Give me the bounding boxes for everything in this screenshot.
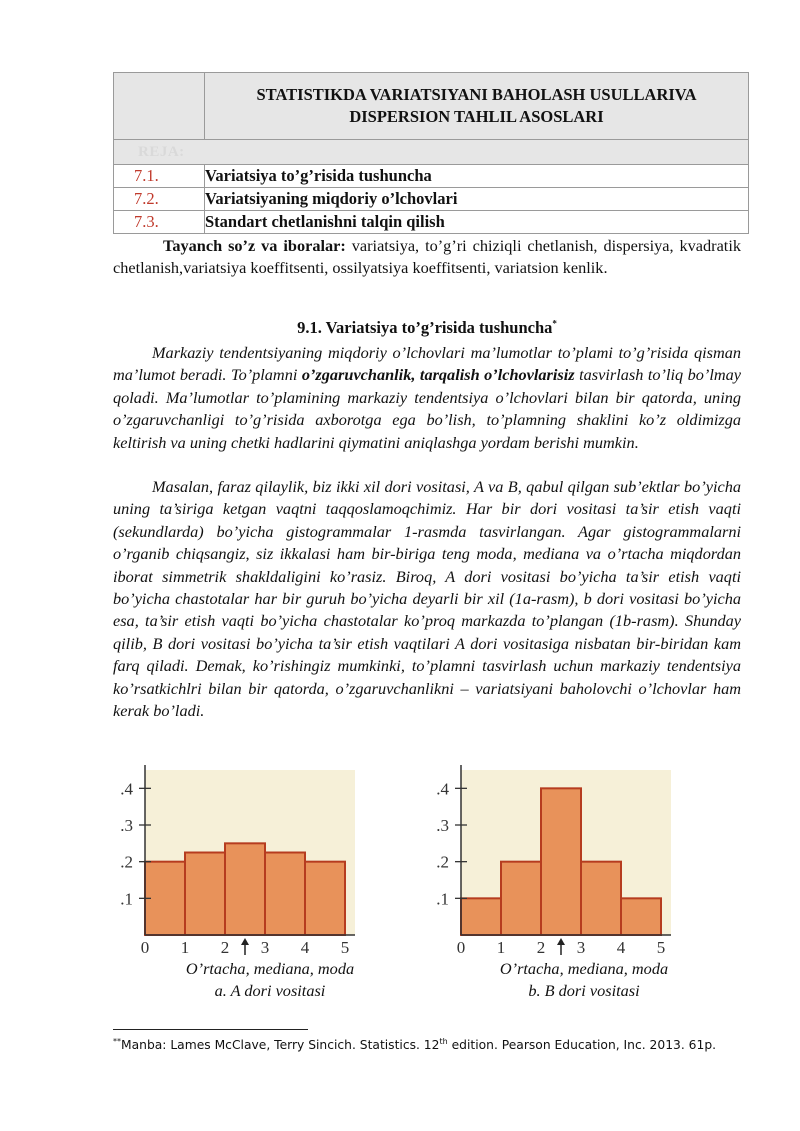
histogram-bar xyxy=(541,788,581,935)
footnote-text-b: edition. Pearson Education, Inc. 2013. 61p. xyxy=(447,1038,717,1053)
x-tick-label: 3 xyxy=(260,938,270,957)
histogram-bar xyxy=(225,843,265,935)
keywords-text: variatsiya, to’g’ri chiziqli chetlanish, dispersiya, kvadratik chetlanish,variatsiya koeffitsenti, ossilyatsiya koeffitsenti, variatsion kenlik. xyxy=(113,236,741,278)
footnote-sup: th xyxy=(439,1037,448,1046)
x-tick-label: 2 xyxy=(220,938,230,957)
section-footnote-mark: * xyxy=(552,318,557,329)
histogram-bar xyxy=(621,898,661,935)
plan-item xyxy=(114,211,749,234)
histogram-bar xyxy=(501,862,541,935)
x-tick-label: 4 xyxy=(616,938,626,957)
histogram-bar xyxy=(305,862,345,935)
histogram-bar xyxy=(461,898,501,935)
caption-a-line-1: O’rtacha, mediana, moda xyxy=(185,959,355,978)
plan-item-number: 7.2. xyxy=(114,188,205,211)
plan-item-text: Standart chetlanishni talqin qilish xyxy=(205,211,749,234)
paragraph-1-part-c: tasvirlash to’liq bo’lmay qoladi. Ma’lumotlar to’plamining markaziy tendentsiya o’lchovlari bilan bir qatorda, uning o’zgaruvchanligi to’g’risida axborotga ega bo’lish, to’plamning shaklini ko’z oldimizga keltirish va uning chetki hadlarini qiymatini aniqlashga yordam berishi mumkin. xyxy=(113,365,741,452)
paragraph-1-emphasis: o’zgaruvchanlik, tarqalish o’lchovlarisiz xyxy=(301,365,575,385)
y-tick-label: .3 xyxy=(436,816,449,835)
paragraph-2: Masalan, faraz qilaylik, biz ikki xil dori vositasi, A va B, qabul qilgan sub’ektlar bo’yicha uning ta’siriga ketgan vaqtni taqqoslamoqchimiz. Har bir dori vositasi ta’sir etish vaqti (sekundlarda) bo’yicha gistogrammalar 1-rasmda tasvirlangan. Agar gistogrammalarni o’rganib chiqsangiz, siz ikkalasi ham bir-biriga teng moda, mediana va o’rtacha miqdordan iborat simmetrik shakldaligini ko’rasiz. Biroq, A dori vositasi bo’yicha ta’sir etish vaqti bo’yicha chastotalar har bir guruh bo’yicha deyarli bir xil (1a-rasm), b dori vositasi bo’yicha esa, ta’sir etish vaqti bo’yicha chastotalar ko’proq markazda to’plangan (1b-rasm). Shunday qilib, B dori vositasi bo’yicha ta’sir etish vaqtilari A dori vositasiga nisbatan bir-biridan kam farq qiladi. Demak, ko’rishingiz mumkinki, to’plamni tasvirlash uchun markaziy tendentsiya ko’rsatkichlri bilan bir qatorda, o’zgaruvchanlikni – variatsiyani baholovchi o’lchovlar ham kerak bo’ladi. xyxy=(113,477,741,721)
title-line-2: DISPERSION TAHLIL ASOSLARI xyxy=(349,107,604,126)
caption-b-line-2: b. B dori vositasi xyxy=(528,981,640,1000)
footnote-text-a: Manba: Lames McClave, Terry Sincich. Statistics. 12 xyxy=(121,1038,440,1053)
reja-label: REJA: xyxy=(114,140,749,165)
footnote-separator xyxy=(113,1029,308,1030)
x-tick-label: 5 xyxy=(340,938,350,957)
footnote xyxy=(113,1037,773,1052)
plan-item-number: 7.1. xyxy=(114,165,205,188)
x-tick-label: 4 xyxy=(300,938,310,957)
paragraph-1-part-a: Markaziy tendentsiyaning miqdoriy o’lchovlari ma’lumotlar to’plami to’g’risida qisman ma’lumot beradi. To’plamni xyxy=(113,343,741,385)
histogram-bar xyxy=(265,853,305,936)
center-marker-arrow-icon xyxy=(241,938,249,945)
plan-item xyxy=(114,188,749,211)
center-marker-arrow-icon xyxy=(557,938,565,945)
footnote-mark: ** xyxy=(113,1037,121,1046)
keywords-label: Tayanch so’z va iboralar: xyxy=(163,236,346,255)
caption-b xyxy=(454,958,714,1002)
keywords-paragraph xyxy=(113,235,741,280)
document-title xyxy=(205,73,749,140)
section-heading xyxy=(113,318,741,338)
x-tick-label: 3 xyxy=(576,938,586,957)
section-title: 9.1. Variatsiya to’g’risida tushuncha xyxy=(297,318,553,337)
plan-item-text: Variatsiyaning miqdoriy o’lchovlari xyxy=(205,188,749,211)
x-tick-label: 1 xyxy=(496,938,506,957)
y-tick-label: .1 xyxy=(120,889,133,909)
caption-b-line-1: O’rtacha, mediana, moda xyxy=(499,959,669,978)
y-tick-label: .4 xyxy=(120,779,133,799)
x-tick-label: 1 xyxy=(180,938,190,957)
paragraph-1 xyxy=(113,342,741,454)
x-tick-label: 5 xyxy=(656,938,666,957)
y-tick-label: .2 xyxy=(436,852,449,872)
histogram-a xyxy=(110,760,360,960)
histogram-bar xyxy=(185,853,225,936)
x-tick-label: 0 xyxy=(456,938,466,957)
plan-item-text: Variatsiya to’g’risida tushuncha xyxy=(205,165,749,188)
y-tick-label: .1 xyxy=(436,889,449,909)
y-tick-label: .4 xyxy=(436,779,449,799)
histogram-bar xyxy=(581,862,621,935)
y-tick-label: .3 xyxy=(120,816,133,835)
title-line-1: STATISTIKDA VARIATSIYANI BAHOLASH USULLARIVA xyxy=(256,85,697,104)
plan-item-number: 7.3. xyxy=(114,211,205,234)
header-empty-cell xyxy=(114,73,205,140)
y-tick-label: .2 xyxy=(120,852,133,872)
plan-item xyxy=(114,165,749,188)
caption-a xyxy=(140,958,400,1002)
header-table xyxy=(113,72,749,234)
histogram-b xyxy=(426,760,676,960)
x-tick-label: 0 xyxy=(140,938,150,957)
caption-a-line-2: a. A dori vositasi xyxy=(214,981,326,1000)
x-tick-label: 2 xyxy=(536,938,546,957)
